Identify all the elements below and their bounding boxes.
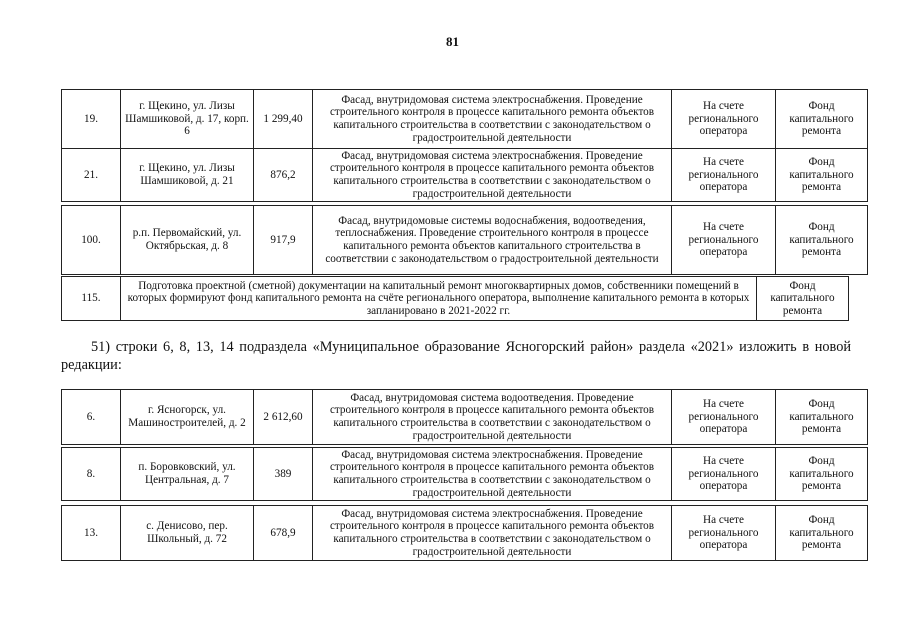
row-description: Подготовка проектной (сметной) документации на капитальный ремонт многоквартирных домов, собственники помещений в которых формируют фонд капитального ремонта на счёте регионального оператора, выполнение капитального ремонта в которых запланировано в 2021-2022 гг. bbox=[121, 277, 757, 321]
row-address: г. Щекино, ул. Лизы Шамшиковой, д. 17, корп. 6 bbox=[121, 90, 254, 149]
row-address: г. Ясногорск, ул. Машиностроителей, д. 2 bbox=[121, 390, 254, 445]
row-account: На счете регионального оператора bbox=[672, 448, 776, 501]
row-fund: Фонд капитального ремонта bbox=[776, 206, 868, 275]
row-number: 6. bbox=[62, 390, 121, 445]
row-area: 2 612,60 bbox=[254, 390, 313, 445]
row-area: 917,9 bbox=[254, 206, 313, 275]
row-area: 678,9 bbox=[254, 506, 313, 561]
row-area: 389 bbox=[254, 448, 313, 501]
row-number: 19. bbox=[62, 90, 121, 149]
amendment-paragraph: 51) строки 6, 8, 13, 14 подраздела «Муниципальное образование Ясногорский район» раздела «2021» изложить в новой редакции: bbox=[61, 339, 851, 373]
row-account: На счете регионального оператора bbox=[672, 90, 776, 149]
row-fund: Фонд капитального ремонта bbox=[776, 90, 868, 149]
row-number: 8. bbox=[62, 448, 121, 501]
row-address: г. Щекино, ул. Лизы Шамшиковой, д. 21 bbox=[121, 149, 254, 202]
table-row bbox=[61, 148, 868, 202]
row-fund: Фонд капитального ремонта bbox=[776, 506, 868, 561]
row-number: 100. bbox=[62, 206, 121, 275]
row-fund: Фонд капитального ремонта bbox=[776, 149, 868, 202]
row-account: На счете регионального оператора bbox=[672, 390, 776, 445]
row-address: п. Боровковский, ул. Центральная, д. 7 bbox=[121, 448, 254, 501]
row-area: 876,2 bbox=[254, 149, 313, 202]
row-works: Фасад, внутридомовая система электроснабжения. Проведение строительного контроля в процессе капитального ремонта объектов капитального строительства в соответствии с законодательством о градостроительной деятельности bbox=[313, 149, 672, 202]
table-row bbox=[61, 389, 868, 445]
row-works: Фасад, внутридомовая система электроснабжения. Проведение строительного контроля в процессе капитального ремонта объектов капитального строительства в соответствии с законодательством о градостроительной деятельности bbox=[313, 506, 672, 561]
row-number: 13. bbox=[62, 506, 121, 561]
row-works: Фасад, внутридомовая система электроснабжения. Проведение строительного контроля в процессе капитального ремонта объектов капитального строительства в соответствии с законодательством о градостроительной деятельности bbox=[313, 448, 672, 501]
row-account: На счете регионального оператора bbox=[672, 149, 776, 202]
row-fund: Фонд капитального ремонта bbox=[776, 448, 868, 501]
table-row bbox=[61, 505, 868, 561]
row-works: Фасад, внутридомовые системы водоснабжения, водоотведения, теплоснабжения. Проведение строительного контроля в процессе капитального ремонта объектов капитального строительства в соответствии с законодательством о градостроительной деятельности bbox=[313, 206, 672, 275]
table-row bbox=[61, 89, 868, 149]
table-row bbox=[61, 205, 868, 275]
row-fund: Фонд капитального ремонта bbox=[776, 390, 868, 445]
row-works: Фасад, внутридомовая система электроснабжения. Проведение строительного контроля в процессе капитального ремонта объектов капитального строительства в соответствии с законодательством о градостроительной деятельности bbox=[313, 90, 672, 149]
row-address: р.п. Первомайский, ул. Октябрьская, д. 8 bbox=[121, 206, 254, 275]
row-number: 115. bbox=[62, 277, 121, 321]
table-row bbox=[61, 276, 849, 321]
row-works: Фасад, внутридомовая система водоотведения. Проведение строительного контроля в процессе капитального ремонта объектов капитального строительства в соответствии с законодательством о градостроительной деятельности bbox=[313, 390, 672, 445]
table-row bbox=[61, 447, 868, 501]
row-account: На счете регионального оператора bbox=[672, 206, 776, 275]
row-number: 21. bbox=[62, 149, 121, 202]
row-account: На счете регионального оператора bbox=[672, 506, 776, 561]
row-area: 1 299,40 bbox=[254, 90, 313, 149]
row-fund: Фонд капитального ремонта bbox=[757, 277, 849, 321]
page-number: 81 bbox=[446, 34, 459, 49]
row-address: с. Денисово, пер. Школьный, д. 72 bbox=[121, 506, 254, 561]
